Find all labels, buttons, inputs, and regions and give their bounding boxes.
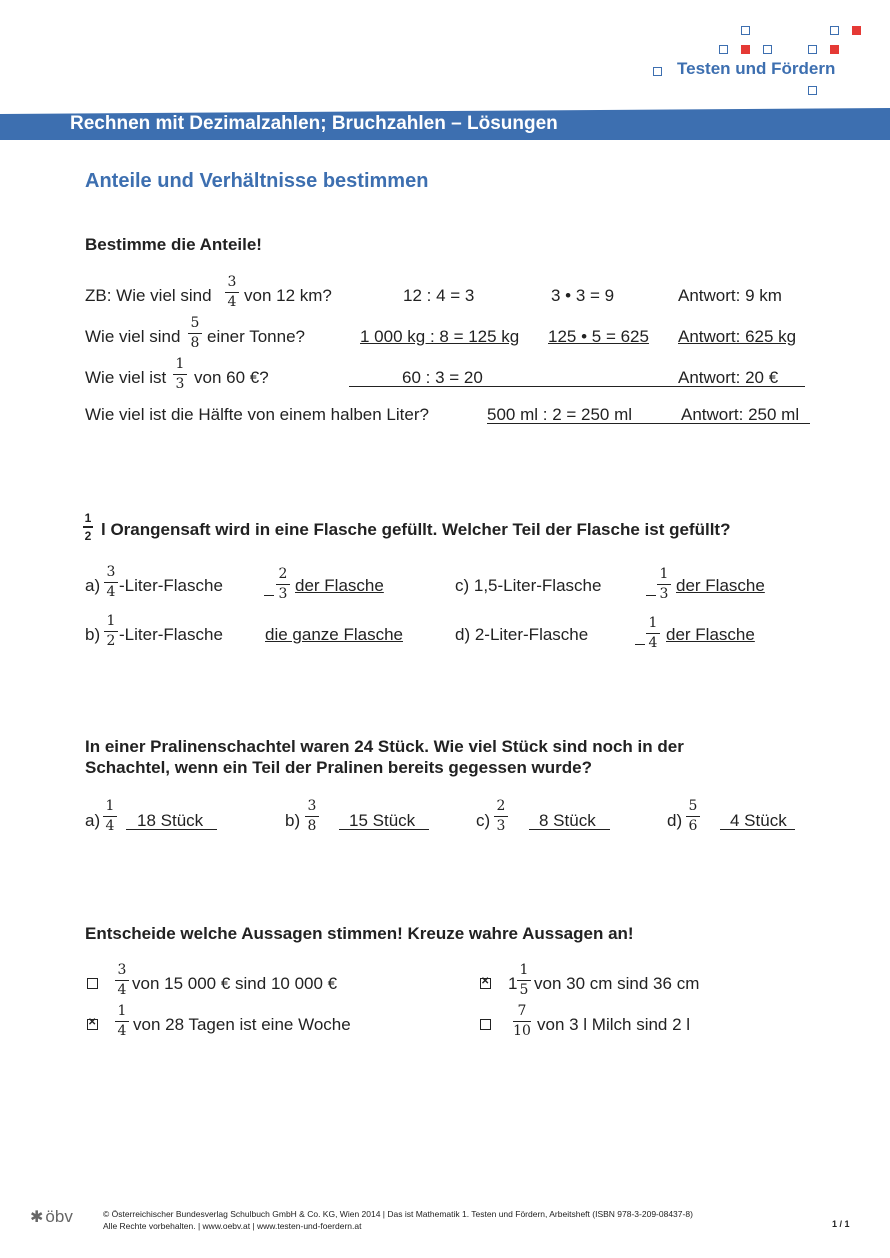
task2-b-label: b)	[85, 625, 101, 644]
task1-row1-answer: Antwort: 9 km	[678, 286, 782, 305]
footer-links: Alle Rechte vorbehalten. | www.oebv.at | www.testen-und-foerdern.at	[103, 1221, 362, 1231]
task2-c-text: c) 1,5-Liter-Flasche	[455, 576, 602, 595]
checkbox-unchecked[interactable]	[87, 978, 98, 989]
fraction: 1 2	[101, 614, 121, 649]
fraction: 5 8	[185, 316, 205, 351]
task1-row2-calc2: 125 • 5 = 625	[548, 327, 649, 346]
task1-row4-answer: Antwort: 250 ml	[681, 405, 800, 424]
brand-square	[830, 45, 839, 54]
task4-statement1: von 15 000 € sind 10 000 €	[132, 974, 338, 993]
task4-statement3: von 30 cm sind 36 cm	[534, 974, 700, 993]
brand-square	[719, 45, 728, 54]
fraction: 7 10	[513, 1003, 531, 1039]
fraction: 1 3	[170, 357, 190, 392]
task1-row3-calc1: 60 : 3 = 20	[402, 368, 483, 387]
brand-name: Testen und Fördern	[677, 59, 836, 78]
task2-a-text: -Liter-Flasche	[119, 576, 223, 595]
task2-a-answer: der Flasche	[295, 576, 384, 595]
page-number: 1 / 1	[832, 1219, 850, 1229]
task2-c-answer: der Flasche	[676, 576, 765, 595]
fraction: 5 6	[683, 799, 703, 834]
task1-row2-answer: Antwort: 625 kg	[678, 327, 797, 346]
fraction: 3 4	[101, 565, 121, 600]
brand-square	[852, 26, 861, 35]
task1-row1-calc2: 3 • 3 = 9	[551, 286, 615, 305]
brand-square	[741, 45, 750, 54]
task3-b-answer: 15 Stück	[349, 811, 416, 830]
task3-heading-line2: Schachtel, wenn ein Teil der Pralinen bereits gegessen wurde?	[85, 758, 593, 777]
task1-row2-question-end: einer Tonne?	[207, 327, 305, 346]
task1-row1-question: ZB: Wie viel sind	[85, 286, 212, 305]
task2-a-label: a)	[85, 576, 101, 595]
task1-row3-question-end: von 60 €?	[194, 368, 269, 387]
fraction: 2 3	[491, 799, 511, 834]
task1-row2-question: Wie viel sind	[85, 327, 181, 346]
task3-d-answer: 4 Stück	[730, 811, 787, 830]
fraction: 1 3	[654, 567, 674, 602]
task1-heading: Bestimme die Anteile!	[85, 235, 262, 254]
task3-c-answer: 8 Stück	[539, 811, 596, 830]
fraction: 1 4	[100, 799, 120, 834]
mixed-number-whole: 1	[508, 974, 518, 993]
brand-square	[763, 45, 772, 54]
checkbox-checked[interactable]	[87, 1019, 98, 1030]
checkbox-checked[interactable]	[480, 978, 491, 989]
check-x-icon	[88, 1017, 96, 1029]
footer-copyright: © Österreichischer Bundesverlag Schulbuch GmbH & Co. KG, Wien 2014 | Das ist Mathematik 1. Testen und Fördern, Arbeitsheft (ISBN 978-3-209-08437-8)	[103, 1209, 693, 1219]
task4-statement2: von 28 Tagen ist eine Woche	[133, 1015, 351, 1034]
brand-square	[808, 45, 817, 54]
task2-d-text: d) 2-Liter-Flasche	[455, 625, 589, 644]
task3-a-answer: 18 Stück	[137, 811, 204, 830]
publisher-logo: ✱ öbv	[30, 1207, 73, 1226]
check-x-icon	[481, 976, 489, 988]
fraction: 1 4	[112, 1004, 132, 1039]
task2-heading: l Orangensaft wird in eine Flasche gefüllt. Welcher Teil der Flasche ist gefüllt?	[101, 520, 731, 539]
fraction: 3 4	[222, 275, 242, 310]
task2-b-answer: die ganze Flasche	[265, 625, 403, 644]
fraction: 3 8	[302, 799, 322, 834]
task4-statement4: von 3 l Milch sind 2 l	[537, 1015, 691, 1034]
task1-row1-calc1: 12 : 4 = 3	[403, 286, 475, 305]
brand-square	[830, 26, 839, 35]
task2-b-text: -Liter-Flasche	[119, 625, 223, 644]
task3-heading-line1: In einer Pralinenschachtel waren 24 Stück. Wie viel Stück sind noch in der	[85, 737, 684, 756]
fraction: 1 4	[643, 616, 663, 651]
section-title: Anteile und Verhältnisse bestimmen	[85, 170, 429, 192]
task3-b-label: b)	[285, 811, 301, 830]
brand-square	[653, 67, 662, 76]
task1-row1-question-end: von 12 km?	[244, 286, 332, 305]
task1-row2-calc1: 1 000 kg : 8 = 125 kg	[360, 327, 520, 346]
fraction: 3 4	[112, 963, 132, 998]
task1-row4-question: Wie viel ist die Hälfte von einem halben Liter?	[85, 405, 429, 424]
task4-heading: Entscheide welche Aussagen stimmen! Kreuze wahre Aussagen an!	[85, 924, 634, 943]
publisher-star-icon: ✱	[30, 1209, 44, 1226]
brand-square	[808, 86, 817, 95]
fraction: 2 3	[273, 567, 293, 602]
task3-a-label: a)	[85, 811, 101, 830]
task1-row3-question: Wie viel ist	[85, 368, 167, 387]
fraction: 1 5	[514, 963, 534, 998]
fraction: 1 2	[84, 511, 92, 543]
task1-row4-calc1: 500 ml : 2 = 250 ml	[487, 405, 633, 424]
task3-c-label: c)	[476, 811, 491, 830]
task1-row3-answer: Antwort: 20 €	[678, 368, 779, 387]
brand-square	[741, 26, 750, 35]
page-title: Rechnen mit Dezimalzahlen; Bruchzahlen – Lösungen	[70, 113, 558, 134]
task3-d-label: d)	[667, 811, 683, 830]
checkbox-unchecked[interactable]	[480, 1019, 491, 1030]
task2-d-answer: der Flasche	[666, 625, 755, 644]
